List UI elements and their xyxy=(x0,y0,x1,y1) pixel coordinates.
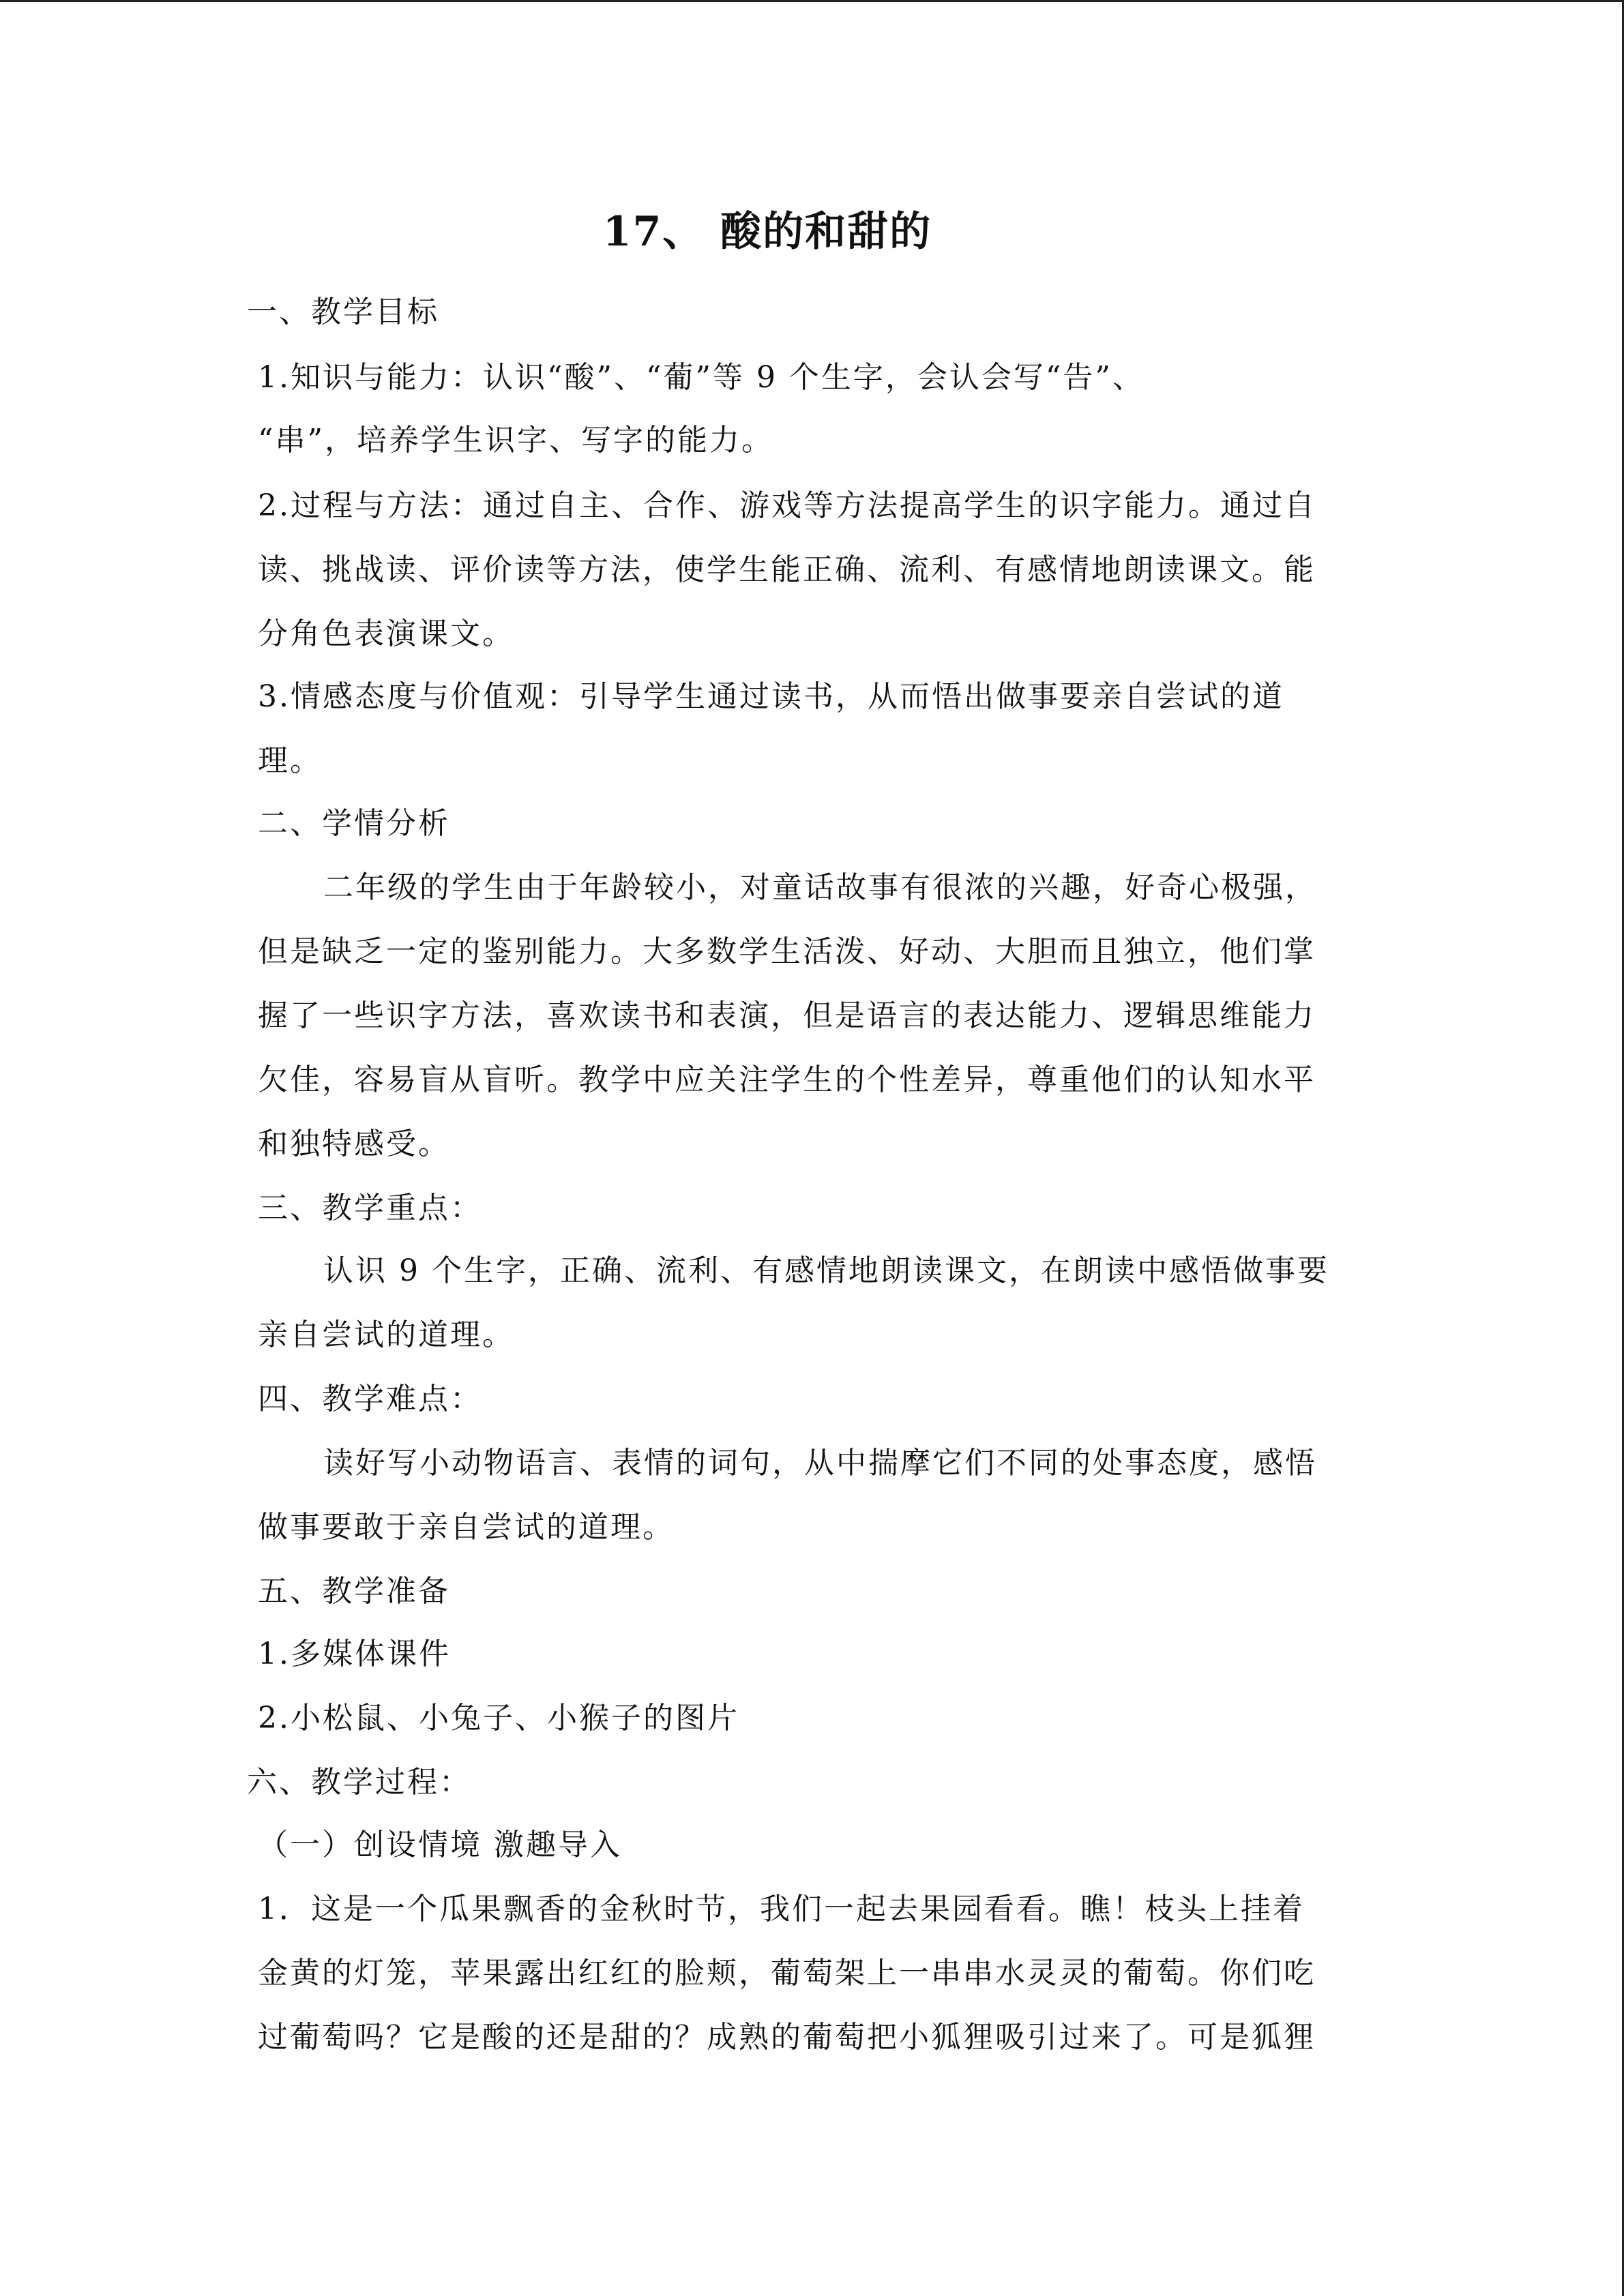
section-heading-analysis: 二、学情分析 xyxy=(258,806,450,841)
section-heading-key-points: 三、教学重点： xyxy=(258,1191,482,1225)
document-title: 17、 酸的和甜的 xyxy=(602,208,932,256)
paragraph-line: 和独特感受。 xyxy=(258,1127,450,1161)
paragraph-line: 过葡萄吗？它是酸的还是甜的？成熟的葡萄把小狐狸吸引过来了。可是狐狸 xyxy=(258,2020,1316,2055)
section-heading-process: 六、教学过程： xyxy=(247,1765,471,1800)
paragraph-line: 但是缺乏一定的鉴别能力。大多数学生活泼、好动、大胆而且独立，他们掌 xyxy=(258,934,1316,969)
paragraph-line: “串”，培养学生识字、写字的能力。 xyxy=(258,423,773,458)
paragraph-line: 亲自尝试的道理。 xyxy=(258,1317,514,1352)
paragraph-line: 1.知识与能力：认识“酸”、“葡”等 9 个生字，会认会写“告”、 xyxy=(258,360,1145,395)
section-heading-objectives: 一、教学目标 xyxy=(247,295,439,329)
paragraph-line: 二年级的学生由于年龄较小，对童话故事有很浓的兴趣，好奇心极强， xyxy=(323,870,1317,905)
paragraph-line: 3.情感态度与价值观：引导学生通过读书，从而悟出做事要亲自尝试的道 xyxy=(258,679,1284,714)
paragraph-line: 理。 xyxy=(258,743,322,778)
paragraph-line: 握了一些识字方法，喜欢读书和表演，但是语言的表达能力、逻辑思维能力 xyxy=(258,998,1316,1033)
list-item: 2.小松鼠、小兔子、小猴子的图片 xyxy=(258,1701,739,1735)
paragraph-line: 读、挑战读、评价读等方法，使学生能正确、流利、有感情地朗读课文。能 xyxy=(258,552,1316,587)
paragraph-line: 认识 9 个生字，正确、流利、有感情地朗读课文，在朗读中感悟做事要 xyxy=(323,1253,1329,1288)
paragraph-line: 分角色表演课文。 xyxy=(258,616,514,651)
paragraph-line: 2.过程与方法：通过自主、合作、游戏等方法提高学生的识字能力。通过自 xyxy=(258,488,1316,523)
paragraph-line: 做事要敢于亲自尝试的道理。 xyxy=(258,1510,675,1545)
paragraph-line: 欠佳，容易盲从盲听。教学中应关注学生的个性差异，尊重他们的认知水平 xyxy=(258,1062,1316,1097)
paragraph-line: 1．这是一个瓜果飘香的金秋时节，我们一起去果园看看。瞧！枝头上挂着 xyxy=(258,1892,1305,1926)
section-heading-preparation: 五、教学准备 xyxy=(258,1574,450,1609)
subsection-heading: （一）创设情境 激趣导入 xyxy=(258,1828,622,1862)
paragraph-line: 金黄的灯笼，苹果露出红红的脸颊，葡萄架上一串串水灵灵的葡萄。你们吃 xyxy=(258,1956,1316,1991)
list-item: 1.多媒体课件 xyxy=(258,1637,451,1671)
paragraph-line: 读好写小动物语言、表情的词句，从中揣摩它们不同的处事态度，感悟 xyxy=(323,1446,1317,1480)
section-heading-difficulties: 四、教学难点： xyxy=(258,1382,482,1416)
